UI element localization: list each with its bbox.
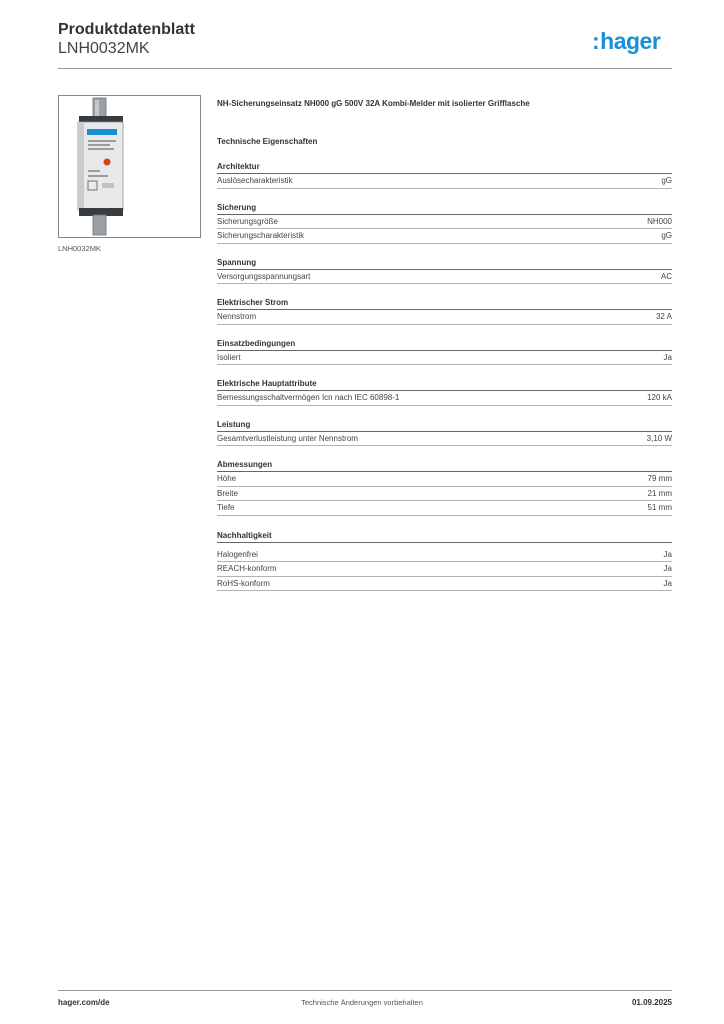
spec-row	[217, 310, 672, 325]
spec-value: Ja	[663, 578, 672, 588]
product-description: NH-Sicherungseinsatz NH000 gG 500V 32A Kombi-Melder mit isolierter Grifflasche	[217, 99, 530, 108]
spec-label: Isoliert	[217, 352, 241, 362]
page-title: Produktdatenblatt	[58, 21, 195, 38]
footer-divider	[58, 990, 672, 991]
spec-group-nachhaltigkeit	[217, 530, 672, 592]
group-title: Abmessungen	[217, 459, 672, 472]
logo-text: hager	[600, 28, 661, 54]
image-caption: LNH0032MK	[58, 244, 101, 253]
group-title: Einsatzbedingungen	[217, 338, 672, 351]
spec-row	[217, 391, 672, 406]
spec-row	[217, 562, 672, 577]
group-title: Nachhaltigkeit	[217, 530, 672, 543]
product-image	[58, 95, 201, 238]
spec-group-elektrischer-strom	[217, 297, 672, 325]
spec-value: Ja	[663, 352, 672, 362]
spec-row	[217, 548, 672, 563]
spec-label: Sicherungscharakteristik	[217, 231, 305, 241]
spec-label: Nennstrom	[217, 312, 257, 322]
spec-value: 79 mm	[647, 474, 672, 484]
spec-value: 51 mm	[647, 503, 672, 513]
section-heading: Technische Eigenschaften	[217, 137, 318, 146]
spec-label: Gesamtverlustleistung unter Nennstrom	[217, 433, 358, 443]
spec-value: 120 kA	[647, 393, 672, 403]
spec-group-sicherung	[217, 202, 672, 244]
spec-row	[217, 351, 672, 366]
spec-group-elektrische-hauptattribute	[217, 378, 672, 406]
spec-value: Ja	[663, 564, 672, 574]
spec-row	[217, 577, 672, 592]
group-title: Sicherung	[217, 202, 672, 215]
group-title: Leistung	[217, 419, 672, 432]
spec-row	[217, 215, 672, 230]
spec-label: REACH-konform	[217, 564, 277, 574]
spec-value: 3,10 W	[646, 433, 672, 443]
spec-value: 32 A	[655, 312, 672, 322]
spec-row	[217, 472, 672, 487]
spec-group-spannung	[217, 257, 672, 285]
spec-group-architektur	[217, 161, 672, 189]
spec-label: Höhe	[217, 474, 237, 484]
spec-value: NH000	[647, 216, 672, 226]
group-title: Elektrische Hauptattribute	[217, 378, 672, 391]
spec-row	[217, 270, 672, 285]
spec-value: 21 mm	[647, 488, 672, 498]
spec-label: Versorgungsspannungsart	[217, 271, 311, 281]
spec-value: gG	[661, 176, 672, 186]
spec-group-leistung	[217, 419, 672, 447]
footer-notice: Technische Änderungen vorbehalten	[301, 998, 423, 1007]
header-divider	[58, 68, 672, 69]
spec-label: Halogenfrei	[217, 549, 258, 559]
spec-row	[217, 174, 672, 189]
spec-label: Tiefe	[217, 503, 235, 513]
product-code-subtitle: LNH0032MK	[58, 40, 150, 57]
hager-logo[interactable]: :hager	[592, 28, 661, 54]
spec-row	[217, 432, 672, 447]
spec-row	[217, 501, 672, 516]
spec-label: Auslösecharakteristik	[217, 176, 293, 186]
spec-label: Breite	[217, 488, 238, 498]
spec-value: AC	[660, 271, 672, 281]
footer-date: 01.09.2025	[631, 998, 672, 1007]
spec-label: Bemessungsschaltvermögen Icn nach IEC 60898-1	[217, 393, 400, 403]
group-title: Elektrischer Strom	[217, 297, 672, 310]
group-title: Architektur	[217, 161, 672, 174]
footer-website-link[interactable]: hager.com/de	[58, 998, 110, 1007]
spec-value: Ja	[663, 549, 672, 559]
spec-row	[217, 487, 672, 502]
spec-label: RoHS-konform	[217, 578, 270, 588]
spec-row	[217, 229, 672, 244]
spec-label: Sicherungsgröße	[217, 216, 278, 226]
spec-value: gG	[661, 231, 672, 241]
spec-group-einsatzbedingungen	[217, 338, 672, 366]
spec-content	[217, 97, 672, 591]
spec-group-abmessungen	[217, 459, 672, 516]
group-title: Spannung	[217, 257, 672, 270]
